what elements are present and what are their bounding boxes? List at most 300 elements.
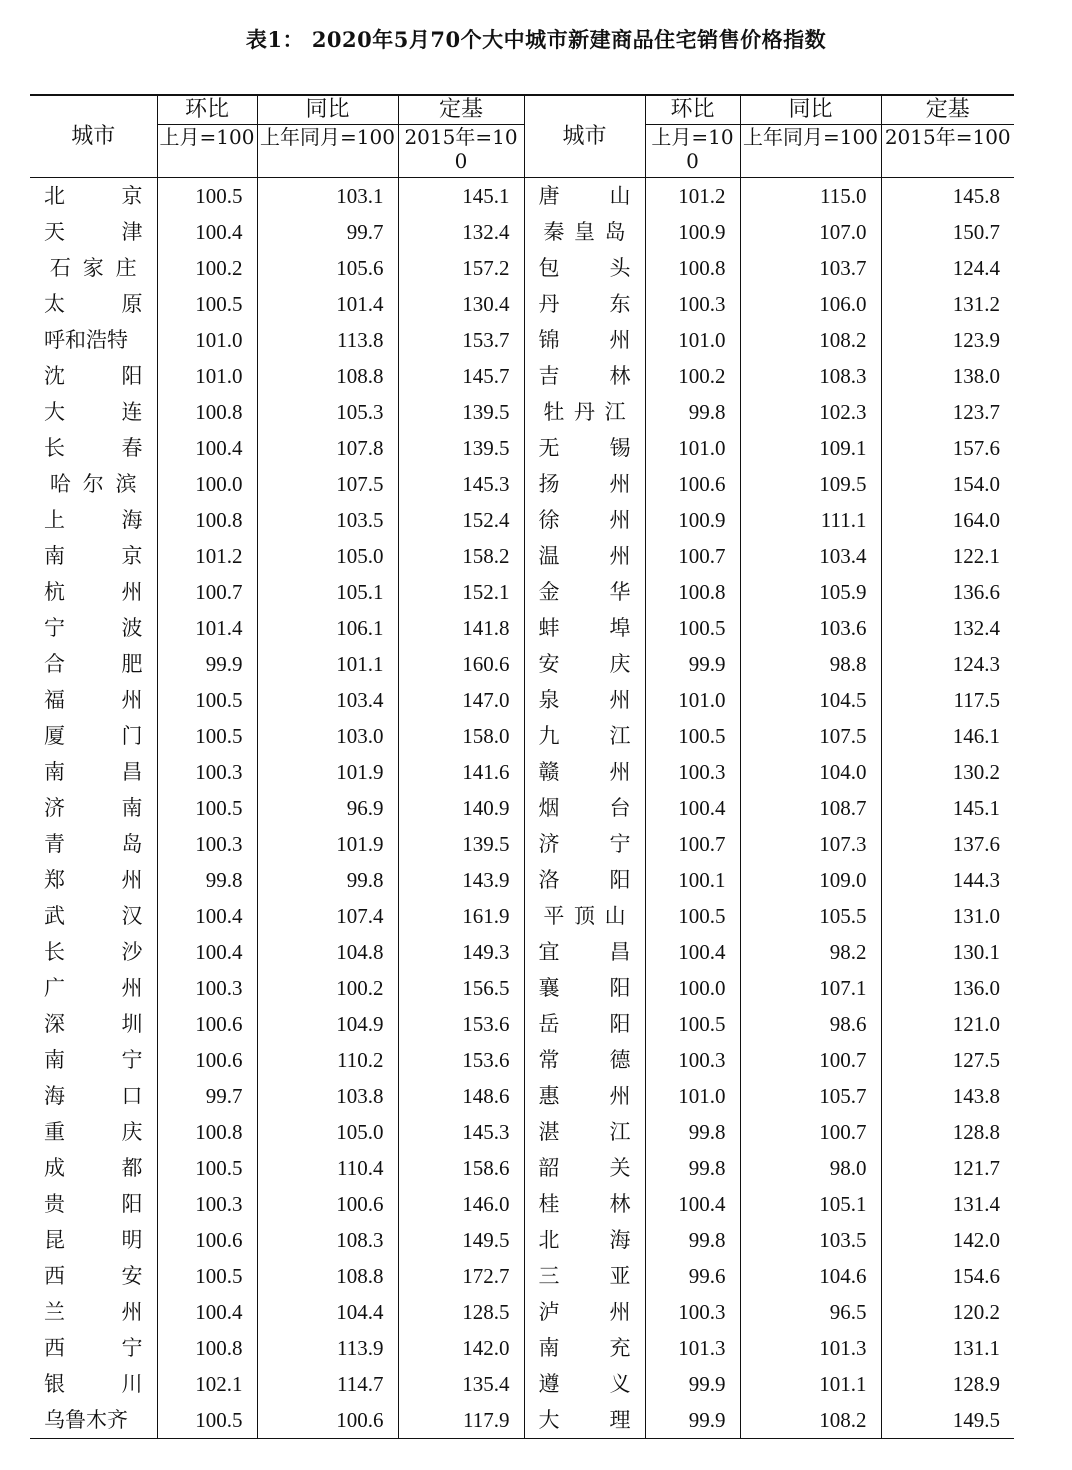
base-value-right: 117.5 — [953, 688, 1000, 712]
mom-value-right: 99.8 — [645, 1222, 740, 1258]
city-name-left — [30, 178, 157, 215]
yoy-value-left: 101.4 — [257, 286, 398, 322]
table-row — [30, 1402, 1014, 1439]
city-label: 锦 州 — [538, 328, 631, 352]
yoy-value-right: 101.3 — [740, 1330, 881, 1366]
yoy-value-left: 113.8 — [257, 322, 398, 358]
city-label: 秦 皇 岛 — [543, 220, 626, 244]
yoy-value-right: 108.2 — [740, 322, 881, 358]
mom-value-left: 101.2 — [157, 538, 257, 574]
city-name-right — [524, 1402, 645, 1439]
city-name-right — [524, 754, 645, 790]
mom-value-left: 100.8 — [157, 394, 257, 430]
yoy-value-left: 104.9 — [257, 1006, 398, 1042]
yoy-value-right: 105.7 — [740, 1078, 881, 1114]
base-value-right: 131.4 — [952, 1192, 1000, 1216]
city-name-left — [30, 826, 157, 862]
header-base-right: 定基 — [881, 95, 1014, 125]
header-yoy-sub-right: 上年同月=100 — [740, 125, 881, 178]
city-name-right — [524, 574, 645, 610]
table-row — [30, 286, 1014, 322]
base-value-right: 157.6 — [952, 436, 1000, 460]
base-value-left: 145.3 — [398, 466, 524, 502]
city-name-left — [30, 754, 157, 790]
city-label: 杭 州 — [44, 580, 143, 604]
city-label: 赣 州 — [538, 760, 631, 784]
yoy-value-left: 105.0 — [257, 538, 398, 574]
yoy-value-left: 100.2 — [257, 970, 398, 1006]
city-label: 洛 阳 — [538, 868, 631, 892]
mom-value-left: 100.5 — [157, 718, 257, 754]
header-mom-right: 环比 — [645, 95, 740, 125]
yoy-value-right: 103.7 — [740, 250, 881, 286]
city-name-right — [524, 826, 645, 862]
table-row — [30, 250, 1014, 286]
mom-value-right: 99.9 — [645, 1402, 740, 1439]
mom-value-left: 100.3 — [157, 754, 257, 790]
mom-value-left: 100.8 — [157, 1330, 257, 1366]
yoy-value-right: 98.8 — [740, 646, 881, 682]
yoy-value-left: 104.4 — [257, 1294, 398, 1330]
base-value-left: 141.8 — [398, 610, 524, 646]
city-name-left — [30, 574, 157, 610]
city-label: 惠 州 — [538, 1084, 631, 1108]
yoy-value-left: 101.9 — [257, 826, 398, 862]
table-title: 表1： 2020年5月70个大中城市新建商品住宅销售价格指数 — [245, 27, 827, 52]
city-label: 桂 林 — [538, 1192, 631, 1216]
yoy-value-left: 106.1 — [257, 610, 398, 646]
base-value-right: 164.0 — [952, 508, 1000, 532]
yoy-value-left: 103.1 — [257, 178, 398, 215]
yoy-value-right: 103.4 — [740, 538, 881, 574]
city-label: 三 亚 — [538, 1264, 631, 1288]
city-name-right — [524, 358, 645, 394]
base-value-left: 153.6 — [398, 1006, 524, 1042]
mom-value-right: 100.2 — [645, 358, 740, 394]
base-value-right: 132.4 — [952, 616, 1000, 640]
city-label: 济 南 — [44, 796, 143, 820]
city-name-left — [30, 1150, 157, 1186]
mom-value-left: 100.6 — [157, 1042, 257, 1078]
table-row — [30, 934, 1014, 970]
city-name-right — [524, 1078, 645, 1114]
city-name-right — [524, 430, 645, 466]
base-value-right: 123.9 — [952, 328, 1000, 352]
city-label: 南 充 — [538, 1336, 631, 1360]
city-name-right — [524, 1150, 645, 1186]
base-value-left: 148.6 — [398, 1078, 524, 1114]
table-row — [30, 1258, 1014, 1294]
city-name-left — [30, 790, 157, 826]
base-value-right: 128.8 — [952, 1120, 1000, 1144]
base-value-left: 145.7 — [398, 358, 524, 394]
base-value-left: 143.9 — [398, 862, 524, 898]
table-row — [30, 718, 1014, 754]
city-name-right — [524, 1294, 645, 1330]
base-value-right: 144.3 — [952, 868, 1000, 892]
city-label: 常 德 — [538, 1048, 631, 1072]
base-value-left: 152.4 — [398, 502, 524, 538]
table-row — [30, 430, 1014, 466]
city-label: 哈 尔 滨 — [49, 472, 137, 496]
base-value-right: 130.1 — [952, 940, 1000, 964]
yoy-value-left: 108.8 — [257, 358, 398, 394]
base-value-left: 139.5 — [398, 430, 524, 466]
base-value-right: 121.0 — [952, 1012, 1000, 1036]
city-name-right — [524, 322, 645, 358]
city-label: 昆 明 — [44, 1228, 143, 1252]
base-value-left: 117.9 — [398, 1402, 524, 1439]
yoy-value-left: 114.7 — [257, 1366, 398, 1402]
mom-value-right: 100.5 — [645, 718, 740, 754]
city-name-right — [524, 1042, 645, 1078]
table-row — [30, 1006, 1014, 1042]
mom-value-right: 100.8 — [645, 250, 740, 286]
table-row — [30, 466, 1014, 502]
price-index-table — [30, 94, 1014, 1439]
mom-value-left: 100.5 — [157, 178, 257, 215]
yoy-value-right: 103.6 — [740, 610, 881, 646]
city-name-left — [30, 394, 157, 430]
mom-value-left: 100.5 — [157, 1150, 257, 1186]
mom-value-right: 100.3 — [645, 1042, 740, 1078]
mom-value-right: 101.0 — [645, 682, 740, 718]
mom-value-right: 100.0 — [645, 970, 740, 1006]
city-name-right — [524, 970, 645, 1006]
city-label: 兰 州 — [44, 1300, 143, 1324]
city-label: 呼和浩特 — [44, 328, 128, 352]
table-row — [30, 1114, 1014, 1150]
yoy-value-left: 96.9 — [257, 790, 398, 826]
city-name-left — [30, 214, 157, 250]
base-value-left: 158.2 — [398, 538, 524, 574]
city-name-right — [524, 934, 645, 970]
mom-value-right: 99.9 — [645, 646, 740, 682]
base-value-left: 172.7 — [398, 1258, 524, 1294]
base-value-right: 138.0 — [952, 364, 1000, 388]
city-name-right — [524, 1186, 645, 1222]
yoy-value-right: 107.3 — [740, 826, 881, 862]
mom-value-left: 100.3 — [157, 970, 257, 1006]
city-name-right — [524, 790, 645, 826]
city-label: 金 华 — [538, 580, 631, 604]
mom-value-right: 99.9 — [645, 1366, 740, 1402]
city-name-right — [524, 718, 645, 754]
mom-value-left: 101.0 — [157, 358, 257, 394]
yoy-value-right: 100.7 — [740, 1042, 881, 1078]
table-row — [30, 898, 1014, 934]
city-label: 岳 阳 — [538, 1012, 631, 1036]
city-label: 烟 台 — [538, 796, 631, 820]
table-row — [30, 826, 1014, 862]
city-label: 扬 州 — [538, 472, 631, 496]
base-value-right: 137.6 — [952, 832, 1000, 856]
city-name-right — [524, 1366, 645, 1402]
city-name-left — [30, 718, 157, 754]
yoy-value-left: 110.4 — [257, 1150, 398, 1186]
mom-value-left: 100.4 — [157, 934, 257, 970]
city-label: 成 都 — [44, 1156, 143, 1180]
yoy-value-right: 98.2 — [740, 934, 881, 970]
mom-value-right: 101.2 — [645, 178, 740, 215]
yoy-value-right: 105.9 — [740, 574, 881, 610]
city-label: 银 川 — [44, 1372, 143, 1396]
mom-value-right: 99.6 — [645, 1258, 740, 1294]
base-value-left: 156.5 — [398, 970, 524, 1006]
city-label: 丹 东 — [538, 292, 631, 316]
city-label: 平 顶 山 — [543, 904, 626, 928]
city-label: 韶 关 — [538, 1156, 631, 1180]
mom-value-left: 100.2 — [157, 250, 257, 286]
base-value-left: 132.4 — [398, 214, 524, 250]
mom-value-left: 100.5 — [157, 286, 257, 322]
base-value-right: 130.2 — [952, 760, 1000, 784]
city-label: 乌鲁木齐 — [44, 1408, 128, 1432]
header-city-right: 城市 — [524, 95, 645, 178]
base-value-right: 145.1 — [952, 796, 1000, 820]
city-label: 宜 昌 — [538, 940, 631, 964]
yoy-value-left: 108.8 — [257, 1258, 398, 1294]
city-label: 唐 山 — [538, 184, 631, 208]
city-label: 泉 州 — [538, 688, 631, 712]
mom-value-left: 100.6 — [157, 1006, 257, 1042]
base-value-right: 121.7 — [952, 1156, 1000, 1180]
table-row — [30, 178, 1014, 215]
table-row — [30, 646, 1014, 682]
city-label: 深 圳 — [44, 1012, 143, 1036]
base-value-right: 127.5 — [952, 1048, 1000, 1072]
yoy-value-left: 105.0 — [257, 1114, 398, 1150]
table-row — [30, 574, 1014, 610]
base-value-right: 131.2 — [952, 292, 1000, 316]
base-value-right: 146.1 — [952, 724, 1000, 748]
city-name-right — [524, 250, 645, 286]
table-row — [30, 1150, 1014, 1186]
header-base-left: 定基 — [398, 95, 524, 125]
yoy-value-right: 104.0 — [740, 754, 881, 790]
city-label: 安 庆 — [538, 652, 631, 676]
mom-value-right: 100.9 — [645, 502, 740, 538]
city-label: 宁 波 — [44, 616, 143, 640]
city-name-right — [524, 538, 645, 574]
table-row — [30, 214, 1014, 250]
base-value-right: 149.5 — [881, 1402, 1014, 1439]
table-row — [30, 1222, 1014, 1258]
table-header — [30, 95, 1014, 178]
city-label: 湛 江 — [538, 1120, 631, 1144]
mom-value-right: 100.8 — [645, 574, 740, 610]
city-label: 长 沙 — [44, 940, 143, 964]
city-label: 吉 林 — [538, 364, 631, 388]
mom-value-left: 100.4 — [157, 430, 257, 466]
city-name-left — [30, 1366, 157, 1402]
mom-value-left: 100.5 — [157, 682, 257, 718]
city-label: 徐 州 — [538, 508, 631, 532]
city-label: 泸 州 — [538, 1300, 631, 1324]
table-row — [30, 1186, 1014, 1222]
yoy-value-right: 108.7 — [740, 790, 881, 826]
base-value-right: 124.3 — [952, 652, 1000, 676]
city-name-right — [524, 1222, 645, 1258]
yoy-value-left: 108.3 — [257, 1222, 398, 1258]
city-label: 青 岛 — [44, 832, 143, 856]
city-name-left — [30, 1258, 157, 1294]
mom-value-left: 100.8 — [157, 1114, 257, 1150]
yoy-value-left: 110.2 — [257, 1042, 398, 1078]
yoy-value-right: 105.1 — [740, 1186, 881, 1222]
mom-value-left: 101.4 — [157, 610, 257, 646]
city-name-right — [524, 502, 645, 538]
yoy-value-right: 109.5 — [740, 466, 881, 502]
yoy-value-right: 109.0 — [740, 862, 881, 898]
yoy-value-right: 103.5 — [740, 1222, 881, 1258]
city-name-right — [524, 178, 645, 215]
mom-value-right: 101.0 — [645, 430, 740, 466]
base-value-left: 153.7 — [398, 322, 524, 358]
city-name-right — [524, 466, 645, 502]
yoy-value-left: 101.9 — [257, 754, 398, 790]
header-mom-sub-left: 上月=100 — [157, 125, 257, 178]
city-label: 长 春 — [44, 436, 143, 460]
city-name-left — [30, 934, 157, 970]
yoy-value-left: 99.8 — [257, 862, 398, 898]
table-row — [30, 754, 1014, 790]
city-label: 沈 阳 — [44, 364, 143, 388]
base-value-left: 139.5 — [398, 826, 524, 862]
mom-value-left: 100.5 — [157, 1402, 257, 1439]
city-label: 牡 丹 江 — [543, 400, 626, 424]
city-name-left — [30, 322, 157, 358]
header-mom-sub-right: 上月=100 — [645, 125, 740, 178]
base-value-right: 143.8 — [952, 1084, 1000, 1108]
table-row — [30, 1366, 1014, 1402]
city-name-right — [524, 898, 645, 934]
city-label: 九 江 — [538, 724, 631, 748]
city-label: 包 头 — [538, 256, 631, 280]
yoy-value-right: 98.0 — [740, 1150, 881, 1186]
yoy-value-right: 107.1 — [740, 970, 881, 1006]
base-value-right: 154.0 — [952, 472, 1000, 496]
city-name-left — [30, 1330, 157, 1366]
table-row — [30, 610, 1014, 646]
city-name-left — [30, 862, 157, 898]
city-label: 温 州 — [538, 544, 631, 568]
mom-value-left: 100.3 — [157, 826, 257, 862]
mom-value-right: 99.8 — [645, 1150, 740, 1186]
city-name-left — [30, 1042, 157, 1078]
base-value-left: 157.2 — [398, 250, 524, 286]
city-label: 济 宁 — [538, 832, 631, 856]
city-label: 太 原 — [44, 292, 143, 316]
base-value-left: 130.4 — [398, 286, 524, 322]
mom-value-right: 100.7 — [645, 538, 740, 574]
yoy-value-left: 103.5 — [257, 502, 398, 538]
city-label: 西 宁 — [44, 1336, 143, 1360]
city-name-left — [30, 1186, 157, 1222]
city-label: 大 连 — [44, 400, 143, 424]
city-name-left — [30, 1078, 157, 1114]
city-label: 南 宁 — [44, 1048, 143, 1072]
yoy-value-right: 100.7 — [740, 1114, 881, 1150]
base-value-left: 145.1 — [398, 178, 524, 215]
yoy-value-left: 101.1 — [257, 646, 398, 682]
city-label: 大 理 — [538, 1408, 631, 1432]
table-row — [30, 1078, 1014, 1114]
mom-value-left: 100.6 — [157, 1222, 257, 1258]
mom-value-left: 100.0 — [157, 466, 257, 502]
city-name-right — [524, 646, 645, 682]
base-value-left: 153.6 — [398, 1042, 524, 1078]
base-value-right: 131.1 — [952, 1336, 1000, 1360]
yoy-value-right: 108.3 — [740, 358, 881, 394]
city-label: 合 肥 — [44, 652, 143, 676]
city-label: 襄 阳 — [538, 976, 631, 1000]
yoy-value-right: 115.0 — [740, 178, 881, 215]
base-value-right: 154.6 — [952, 1264, 1000, 1288]
yoy-value-left: 105.3 — [257, 394, 398, 430]
base-value-right: 124.4 — [952, 256, 1000, 280]
city-label: 北 海 — [538, 1228, 631, 1252]
city-name-left — [30, 610, 157, 646]
yoy-value-right: 104.5 — [740, 682, 881, 718]
city-name-left — [30, 430, 157, 466]
yoy-value-left: 107.5 — [257, 466, 398, 502]
yoy-value-left: 103.4 — [257, 682, 398, 718]
table-row — [30, 394, 1014, 430]
table-row — [30, 1042, 1014, 1078]
city-label: 广 州 — [44, 976, 143, 1000]
yoy-value-left: 99.7 — [257, 214, 398, 250]
mom-value-right: 99.8 — [645, 1114, 740, 1150]
header-city-left: 城市 — [30, 95, 157, 178]
yoy-value-left: 107.8 — [257, 430, 398, 466]
base-value-right: 150.7 — [952, 220, 1000, 244]
yoy-value-left: 105.6 — [257, 250, 398, 286]
yoy-value-left: 107.4 — [257, 898, 398, 934]
table-row — [30, 1330, 1014, 1366]
table-row — [30, 970, 1014, 1006]
base-value-right: 136.0 — [952, 976, 1000, 1000]
mom-value-right: 100.3 — [645, 754, 740, 790]
city-label: 武 汉 — [44, 904, 143, 928]
base-value-left: 147.0 — [398, 682, 524, 718]
city-name-right — [524, 1258, 645, 1294]
table-row — [30, 790, 1014, 826]
city-name-right — [524, 682, 645, 718]
yoy-value-right: 107.5 — [740, 718, 881, 754]
yoy-value-left: 100.6 — [257, 1186, 398, 1222]
mom-value-right: 100.9 — [645, 214, 740, 250]
city-name-right — [524, 610, 645, 646]
city-name-right — [524, 862, 645, 898]
yoy-value-right: 102.3 — [740, 394, 881, 430]
header-yoy-sub-left: 上年同月=100 — [257, 125, 398, 178]
header-base-sub-left: 2015年=100 — [398, 125, 524, 178]
base-value-left: 152.1 — [398, 574, 524, 610]
mom-value-right: 100.1 — [645, 862, 740, 898]
city-name-left — [30, 358, 157, 394]
base-value-right: 145.8 — [952, 184, 1000, 208]
base-value-left: 135.4 — [398, 1366, 524, 1402]
city-label: 遵 义 — [538, 1372, 631, 1396]
base-value-left: 149.3 — [398, 934, 524, 970]
mom-value-left: 100.5 — [157, 790, 257, 826]
base-value-left: 149.5 — [398, 1222, 524, 1258]
mom-value-left: 100.8 — [157, 502, 257, 538]
mom-value-left: 99.9 — [157, 646, 257, 682]
city-name-left — [30, 286, 157, 322]
table-row — [30, 502, 1014, 538]
